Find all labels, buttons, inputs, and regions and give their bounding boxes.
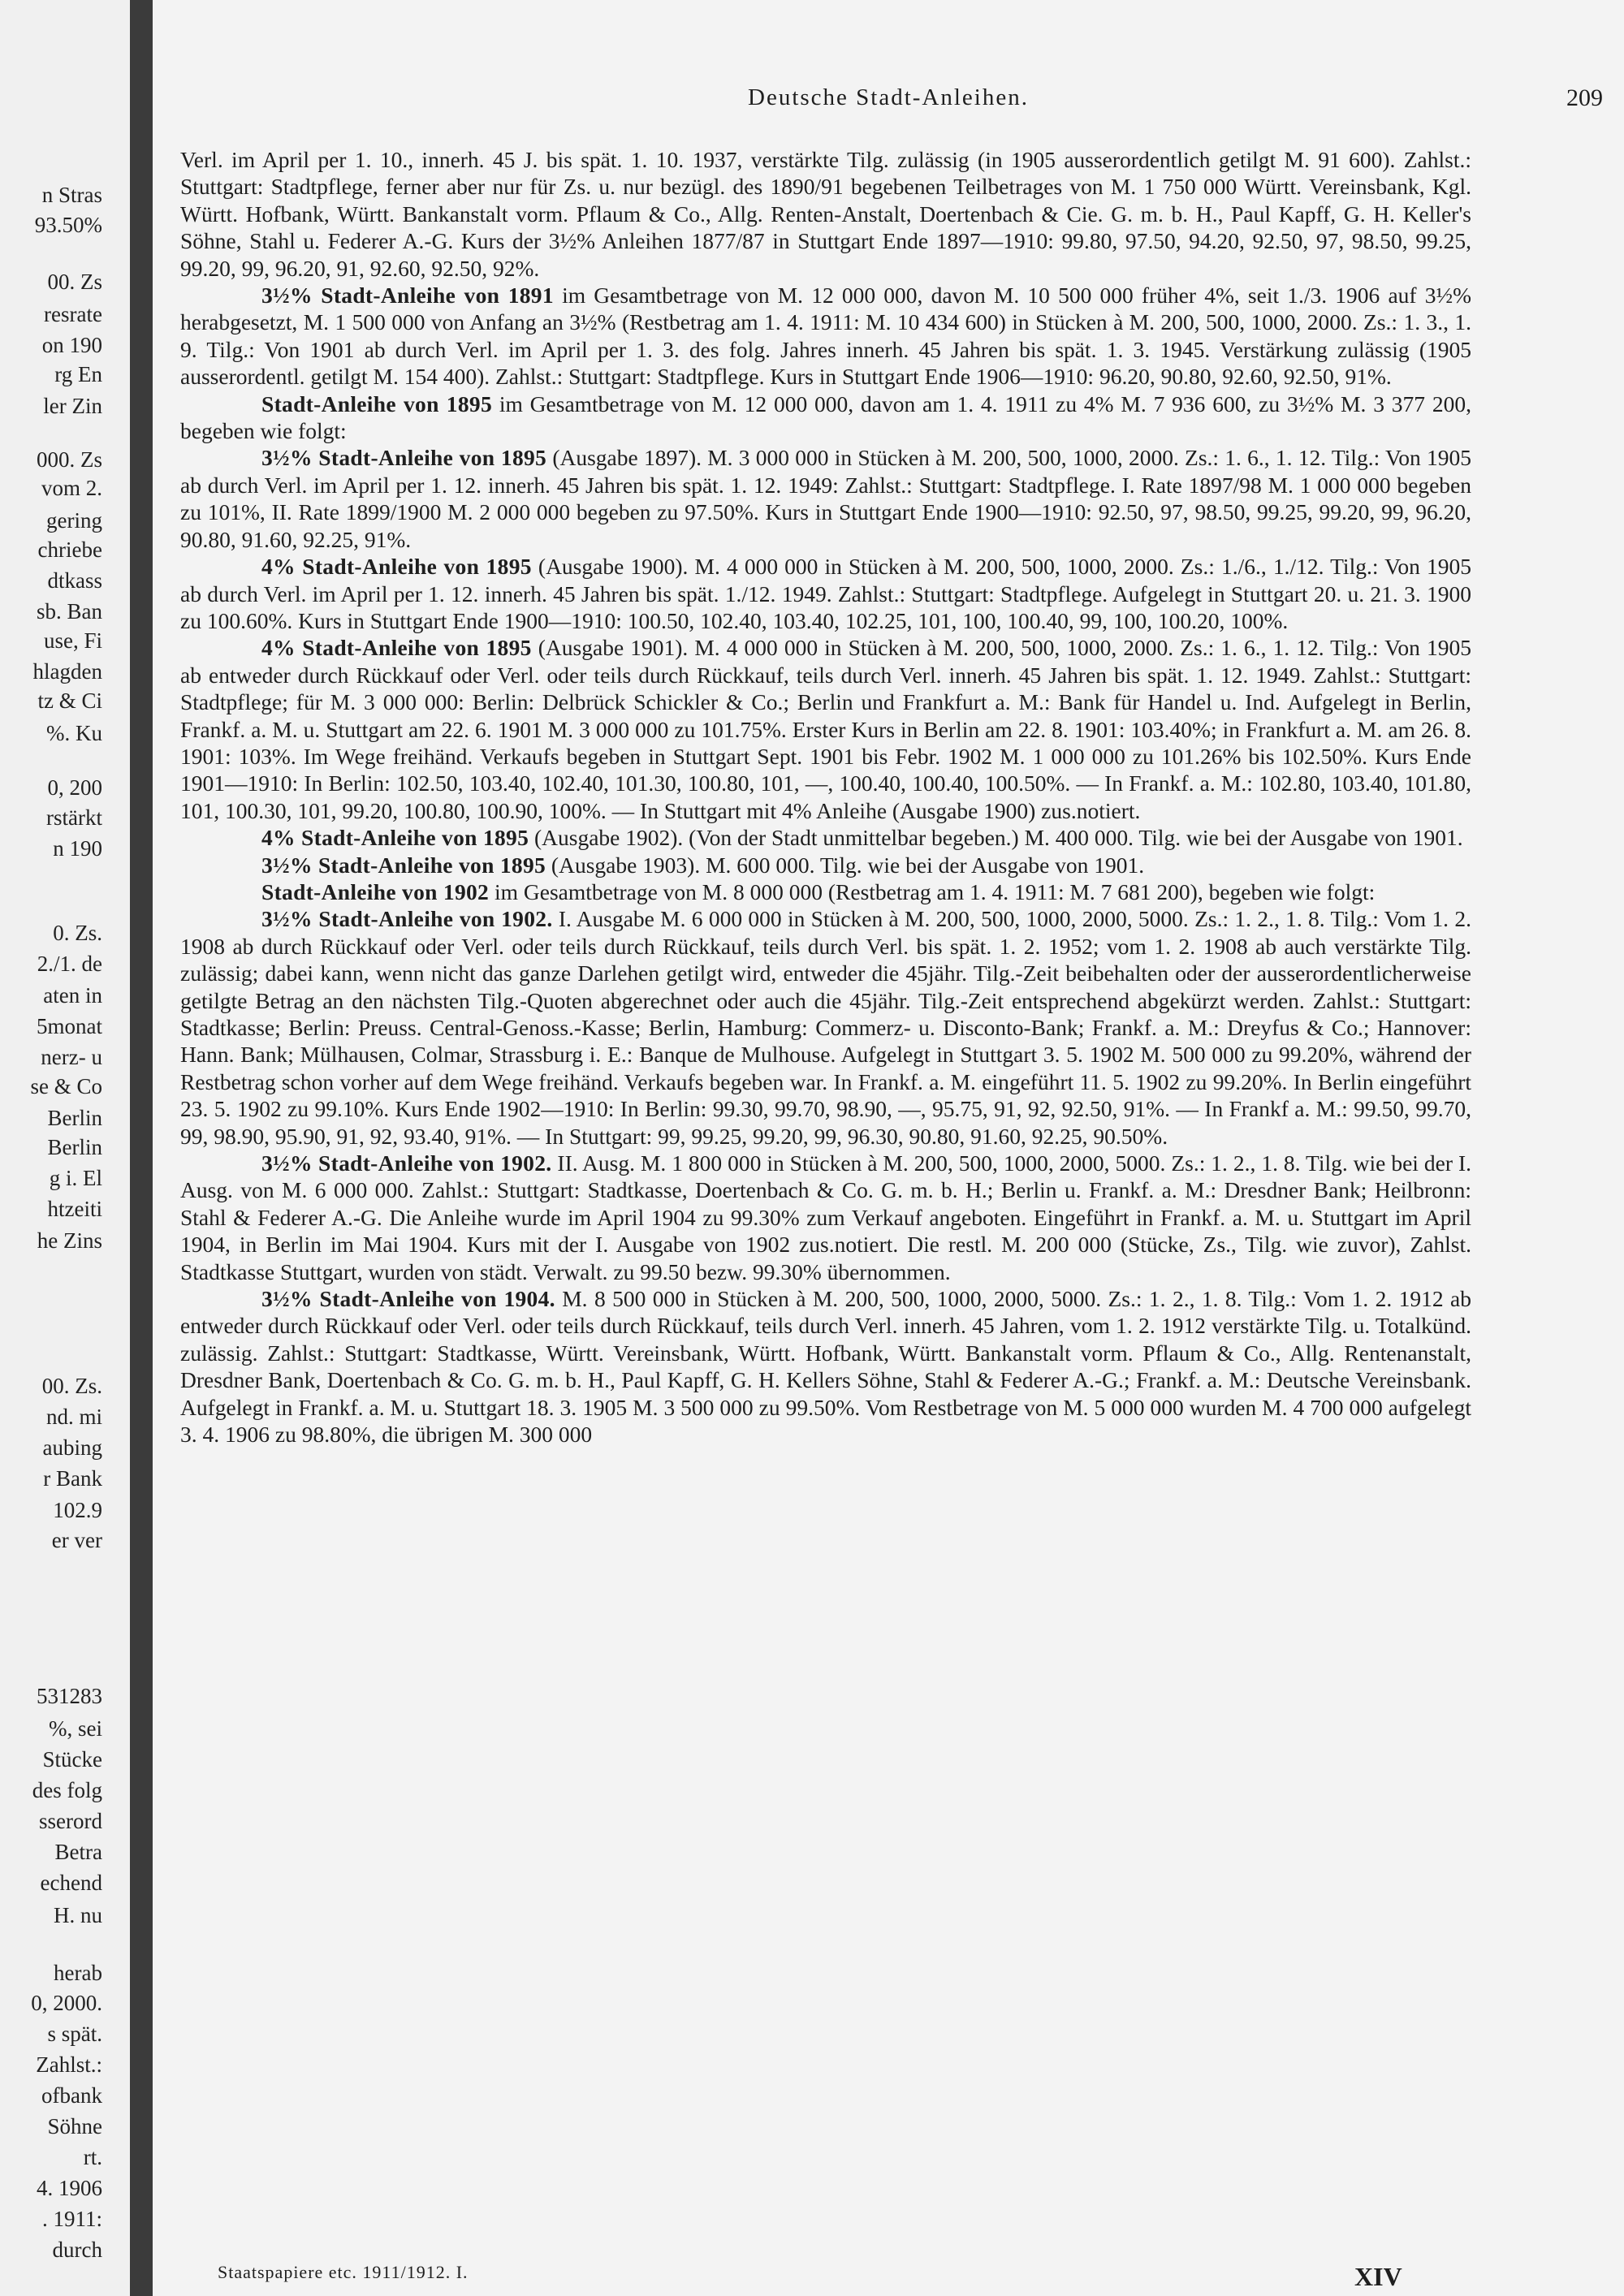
facing-page-line: nerz- u	[41, 1045, 102, 1069]
facing-page-line: aubing	[42, 1435, 102, 1460]
facing-page-line: g i. El	[49, 1166, 102, 1190]
entry-text: (Ausgabe 1897). M. 3 000 000 in Stücken à M. 200, 500, 1000, 2000. Zs.: 1. 6., 1. 12. Tilg.: Von 1905 ab durch Verl. im April per 1. 12. innerh. 45 Jahren bis spät. 1. 12. 1949: Zahlst.: Stuttgart: Stadtpflege. I. Rate 1897/98 M. 1 000 000 begeben zu 101%, II. Rate 1899/1900 M. 2 000 000 begeben zu 97.50%. Kurs in Stuttgart Ende 1900—1910: 92.50, 97, 98.50, 99.25, 99.20, 99, 96.20, 90.80, 91.60, 92.25, 91%.	[180, 445, 1471, 552]
facing-page-line: Söhne	[47, 2114, 102, 2138]
facing-page-line: Stücke	[42, 1747, 102, 1772]
facing-page-line: 93.50%	[34, 213, 102, 237]
facing-page-line: use, Fi	[43, 628, 102, 653]
facing-page-line: 2./1. de	[37, 952, 102, 976]
facing-page-line: n Stras	[41, 183, 102, 207]
facing-page-line: echend	[40, 1871, 102, 1895]
paragraph	[180, 634, 1471, 824]
facing-page-line: %, sei	[49, 1716, 102, 1741]
facing-page-line: resrate	[44, 302, 102, 326]
facing-page-line: n 190	[53, 836, 102, 861]
facing-page-line: Betra	[54, 1840, 102, 1864]
facing-page-line: 102.9	[53, 1498, 102, 1522]
facing-page-line: tz & Ci	[37, 688, 102, 713]
entry-text: M. 8 500 000 in Stücken à M. 200, 500, 1000, 2000, 5000. Zs.: 1. 2., 1. 8. Tilg.: Vom 1. 2. 1912 ab entweder durch Rückkauf oder Verl. oder teils durch Rückkauf, teils durch Verl. innerh. 45 Jahren, vom 1. 2. 1912 verstärkte Tilg. u. Totalkünd. zulässig. Zahlst.: Stuttgart: Stadtkasse, Württ. Vereinsbank, Württ. Hofbank, Württ. Bankanstalt vorm. Pflaum & Co., Allg. Rentenanstalt, Dresdner Bank, Doertenbach & Co. G. m. b. H., Paul Kapff, G. H. Kellers Söhne, Stahl & Federer A.-G.; Frankf. a. M.: Deutsche Vereinsbank. Aufgelegt in Frankf. a. M. u. Stuttgart 18. 3. 1905 M. 3 500 000 zu 99.50%. Vom Restbetrage von M. 5 000 000 wurden M. 4 700 000 aufgelegt 3. 4. 1906 zu 98.80%, die übrigen M. 300 000	[180, 1286, 1471, 1448]
facing-page-line: 0. Zs.	[53, 921, 102, 945]
facing-page-line: 00. Zs	[47, 270, 102, 294]
running-title: Deutsche Stadt-Anleihen.	[748, 84, 1029, 110]
facing-page-line: htzeiti	[47, 1197, 102, 1221]
facing-page-line: on 190	[41, 333, 102, 357]
entry-text: (Ausgabe 1901). M. 4 000 000 in Stücken à M. 200, 500, 1000, 2000. Zs.: 1. 6., 1. 12. Tilg.: Von 1905 ab entweder durch Rückkauf oder Verl. oder teils durch Rückkauf, teils durch Verl. innerh. 45 Jahren bis spät. 1. 12. 1949. Zahlst.: Stuttgart: Stadtpflege; für M. 3 000 000: Berlin: Delbrück Schickler & Co.; Berlin und Frankfurt a. M.: Bank für Handel u. Ind. Aufgelegt in Berlin, Frankf. a. M. u. Stuttgart am 22. 6. 1901 M. 3 000 000 zu 101.75%. Erster Kurs in Berlin am 22. 8. 1901: 103.40%; in Frankfurt a. M. am 26. 8. 1901: 103%. Im Wege freihänd. Verkaufs begeben in Stuttgart Sept. 1901 bis Febr. 1902 M. 1 000 000 zu 101.26% bis 102.50%. Kurs Ende 1901—1910: In Berlin: 102.50, 103.40, 102.40, 101.30, 100.80, 101, —, 100.40, 100.40, 100.50%. — In Frankf. a. M.: 102.80, 103.40, 101.80, 101, 100.30, 101, 99.20, 100.80, 100.90, 100%. — In Stuttgart mit 4% Anleihe (Ausgabe 1900) zus.notiert.	[180, 635, 1471, 823]
facing-page	[0, 0, 130, 2296]
facing-page-line: rt.	[83, 2145, 102, 2169]
facing-page-line: durch	[52, 2238, 102, 2262]
facing-page-line: sb. Ban	[37, 599, 102, 624]
facing-page-line: herab	[54, 1961, 102, 1985]
entry-text: (Ausgabe 1902). (Von der Stadt unmittelbar begeben.) M. 400 000. Tilg. wie bei der Ausgabe von 1901.	[529, 825, 1463, 851]
facing-page-line: Berlin	[47, 1106, 102, 1130]
entry-heading: 3½% Stadt-Anleihe von 1891	[261, 283, 554, 309]
paragraph	[180, 553, 1471, 634]
paragraph	[180, 905, 1471, 1150]
entry-heading: 3½% Stadt-Anleihe von 1895	[261, 445, 547, 471]
paragraph	[180, 878, 1471, 905]
paragraph	[180, 852, 1471, 878]
entry-heading: 3½% Stadt-Anleihe von 1895	[261, 852, 546, 878]
facing-page-line: . 1911:	[42, 2207, 102, 2231]
paragraph	[180, 824, 1471, 851]
facing-page-line: er ver	[51, 1528, 102, 1552]
facing-page-line: se & Co	[30, 1074, 102, 1098]
facing-page-line: r Bank	[43, 1466, 102, 1491]
paragraph	[180, 282, 1471, 391]
entry-heading: 3½% Stadt-Anleihe von 1902.	[261, 1150, 552, 1176]
facing-page-line: 00. Zs.	[41, 1374, 102, 1398]
entry-text: Verl. im April per 1. 10., innerh. 45 J. bis spät. 1. 10. 1937, verstärkte Tilg. zulässig (in 1905 ausserordentlich getilgt M. 91 600). Zahlst.: Stuttgart: Stadtpflege, ferner aber nur für Zs. u. nur bezügl. des 1890/91 begebenen Teilbetrages von M. 1 750 000 Württ. Vereinsbank, Kgl. Württ. Hofbank, Württ. Bankanstalt vorm. Pflaum & Co., Allg. Renten-Anstalt, Doertenbach & Cie. G. m. b. H., Paul Kapff, G. H. Keller's Söhne, Stahl u. Federer A.-G. Kurs der 3½% Anleihen 1877/87 in Stuttgart Ende 1897—1910: 99.80, 97.50, 94.20, 92.50, 97, 98.50, 99.25, 99.20, 99, 96.20, 91, 92.60, 92.50, 92%.	[180, 147, 1471, 281]
facing-page-line: rstärkt	[46, 805, 102, 830]
facing-page-line: %. Ku	[46, 721, 102, 745]
facing-page-line: Berlin	[47, 1135, 102, 1159]
entry-text: I. Ausgabe M. 6 000 000 in Stücken à M. 200, 500, 1000, 2000, 5000. Zs.: 1. 2., 1. 8. Tilg.: Vom 1. 2. 1908 ab durch Rückkauf oder Verl. oder teils durch Rückkauf, teils durch Verl. bis spät. 1. 2. 1952; vom 1. 2. 1908 ab auch verstärkte Tilg. zulässig; dabei kann, wenn nicht das ganze Darlehen getilgt wird, entweder die 45jähr. Tilg.-Zeit beibehalten oder der ausserordentlicherweise getilgte Betrag an den nächsten Tilg.-Quoten abgerechnet oder auch die 45jähr. Tilg.-Zeit entsprechend abgekürzt werden. Zahlst.: Stuttgart: Stadtkasse; Berlin: Preuss. Central-Genoss.-Kasse; Berlin, Hamburg: Commerz- u. Disconto-Bank; Frankf. a. M.: Dreyfus & Co.; Hannover: Hann. Bank; Mülhausen, Colmar, Strassburg i. E.: Banque de Mulhouse. Aufgelegt in Stuttgart 3. 5. 1902 M. 500 000 zu 99.20%, während der Restbetrag schon vorher auf dem Wege freihänd. Verkaufs begeben war. In Frankf. a. M. eingeführt 11. 5. 1902 zu 99.20%. In Berlin eingeführt 23. 5. 1902 zu 99.10%. Kurs Ende 1902—1910: In Berlin: 99.30, 99.70, 98.90, —, 95.75, 91, 92, 92.50, 91%. — In Frankf a. M.: 99.50, 99.70, 99, 98.90, 95.90, 91, 92, 93.40, 91%. — In Stuttgart: 99, 99.25, 99.20, 99, 96.30, 90.80, 91.60, 92.25, 90.50%.	[180, 906, 1471, 1149]
body-text	[180, 146, 1471, 1448]
entry-heading: Stadt-Anleihe von 1895	[261, 391, 492, 416]
entry-heading: 4% Stadt-Anleihe von 1895	[261, 554, 532, 580]
facing-page-line: nd. mi	[45, 1405, 102, 1429]
facing-page-line: 0, 200	[47, 775, 102, 800]
entry-text: im Gesamtbetrage von M. 12 000 000, davon M. 10 500 000 früher 4%, seit 1./3. 1906 auf 3½% herabgesetzt, M. 1 500 000 von Anfang an 3½% (Restbetrag am 1. 4. 1911: M. 10 434 600) in Stücken à M. 200, 500, 1000, 2000. Zs.: 1. 3., 1. 9. Tilg.: Von 1901 ab durch Verl. im April per 1. 3. des folg. Jahres innerh. 45 Jahren bis spät. 1. 3. 1945. Verstärkung zulässig (1905 ausserordentl. getilgt M. 154 400). Zahlst.: Stuttgart: Stadtpflege. Kurs in Stuttgart Ende 1906—1910: 96.20, 90.80, 92.60, 92.50, 91%.	[180, 283, 1472, 390]
paragraph	[180, 1150, 1471, 1285]
facing-page-line: 4. 1906	[37, 2176, 102, 2200]
facing-page-line: des folg	[32, 1778, 102, 1802]
facing-page-line: sserord	[39, 1809, 102, 1833]
facing-page-line: hlagden	[32, 659, 102, 684]
paragraph	[180, 146, 1471, 282]
facing-page-line: H. nu	[54, 1903, 102, 1927]
entry-heading: 4% Stadt-Anleihe von 1895	[261, 825, 529, 851]
facing-page-line: s spät.	[47, 2022, 102, 2046]
facing-page-line: 000. Zs	[37, 447, 102, 472]
signature-mark: XIV	[1354, 2262, 1402, 2291]
facing-page-line: aten in	[43, 983, 102, 1008]
facing-page-line: dtkass	[47, 568, 102, 593]
facing-page-line: ler Zin	[43, 394, 102, 418]
entry-heading: 4% Stadt-Anleihe von 1895	[261, 635, 532, 661]
entry-heading: 3½% Stadt-Anleihe von 1902.	[261, 906, 553, 932]
page-footer	[218, 2262, 1559, 2290]
entry-text: im Gesamtbetrage von M. 12 000 000, davon am 1. 4. 1911 zu 4% M. 7 936 600, zu 3½% M. 3 377 200, begeben wie folgt:	[180, 391, 1471, 444]
running-header	[153, 84, 1624, 117]
entry-text: im Gesamtbetrage von M. 8 000 000 (Restbetrag am 1. 4. 1911: M. 7 681 200), begeben wie folgt:	[489, 878, 1376, 904]
book-gutter	[130, 0, 153, 2296]
entry-text: (Ausgabe 1900). M. 4 000 000 in Stücken à M. 200, 500, 1000, 2000. Zs.: 1./6., 1./12. Tilg.: Von 1905 ab durch Verl. im April per 1. 12. innerh. 45 Jahren bis spät. 1./12. 1949. Zahlst.: Stuttgart: Stadtpflege. Aufgelegt in Stuttgart 20. u. 21. 3. 1900 zu 100.60%. Kurs in Stuttgart Ende 1900—1910: 100.50, 102.40, 103.40, 102.25, 101, 100, 100.40, 99, 100, 100.20, 100%.	[180, 554, 1471, 633]
page-number: 209	[1566, 84, 1603, 111]
entry-heading: 3½% Stadt-Anleihe von 1904.	[261, 1286, 555, 1312]
entry-heading: Stadt-Anleihe von 1902	[261, 878, 490, 904]
document-page	[153, 0, 1624, 2296]
entry-text: II. Ausg. M. 1 800 000 in Stücken à M. 200, 500, 1000, 2000, 5000. Zs.: 1. 2., 1. 8. Tilg. wie bei der I. Ausg. von M. 6 000 000. Zahlst.: Stuttgart: Stadtkasse, Doertenbach & Co. G. m. b. H.; Berlin u. Frankf. a. M.: Dresdner Bank; Heilbronn: Stahl & Federer A.-G. Die Anleihe wurde im April 1904 zu 99.30% zum Verkauf angeboten. Eingeführt in Frankf. a. M. u. Stuttgart im April 1904, in Berlin im Mai 1904. Kurs mit der I. Ausgabe von 1902 zus.notiert. Die restl. M. 200 000 (Stücke, Zs., Tilg. wie zuvor), Zahlst. Stadtkasse Stuttgart, wurden von städt. Verwalt. zu 99.50 bezw. 99.30% übernommen.	[180, 1150, 1471, 1284]
facing-page-line: 5monat	[37, 1014, 102, 1038]
facing-page-line: vom 2.	[41, 476, 102, 500]
entry-text: (Ausgabe 1903). M. 600 000. Tilg. wie bei der Ausgabe von 1901.	[546, 852, 1145, 878]
facing-page-line: Zahlst.:	[36, 2052, 102, 2077]
paragraph	[180, 1285, 1471, 1448]
paragraph	[180, 391, 1471, 445]
facing-page-line: chriebe	[37, 537, 102, 562]
facing-page-line: 531283	[37, 1684, 102, 1708]
facing-page-line: rg En	[54, 362, 102, 386]
facing-page-line: gering	[46, 508, 102, 533]
footer-publication-note: Staatspapiere etc. 1911/1912. I.	[218, 2262, 469, 2282]
paragraph	[180, 444, 1471, 553]
facing-page-line: he Zins	[37, 1228, 102, 1253]
facing-page-line: ofbank	[41, 2083, 102, 2108]
facing-page-line: 0, 2000.	[31, 1991, 102, 2015]
